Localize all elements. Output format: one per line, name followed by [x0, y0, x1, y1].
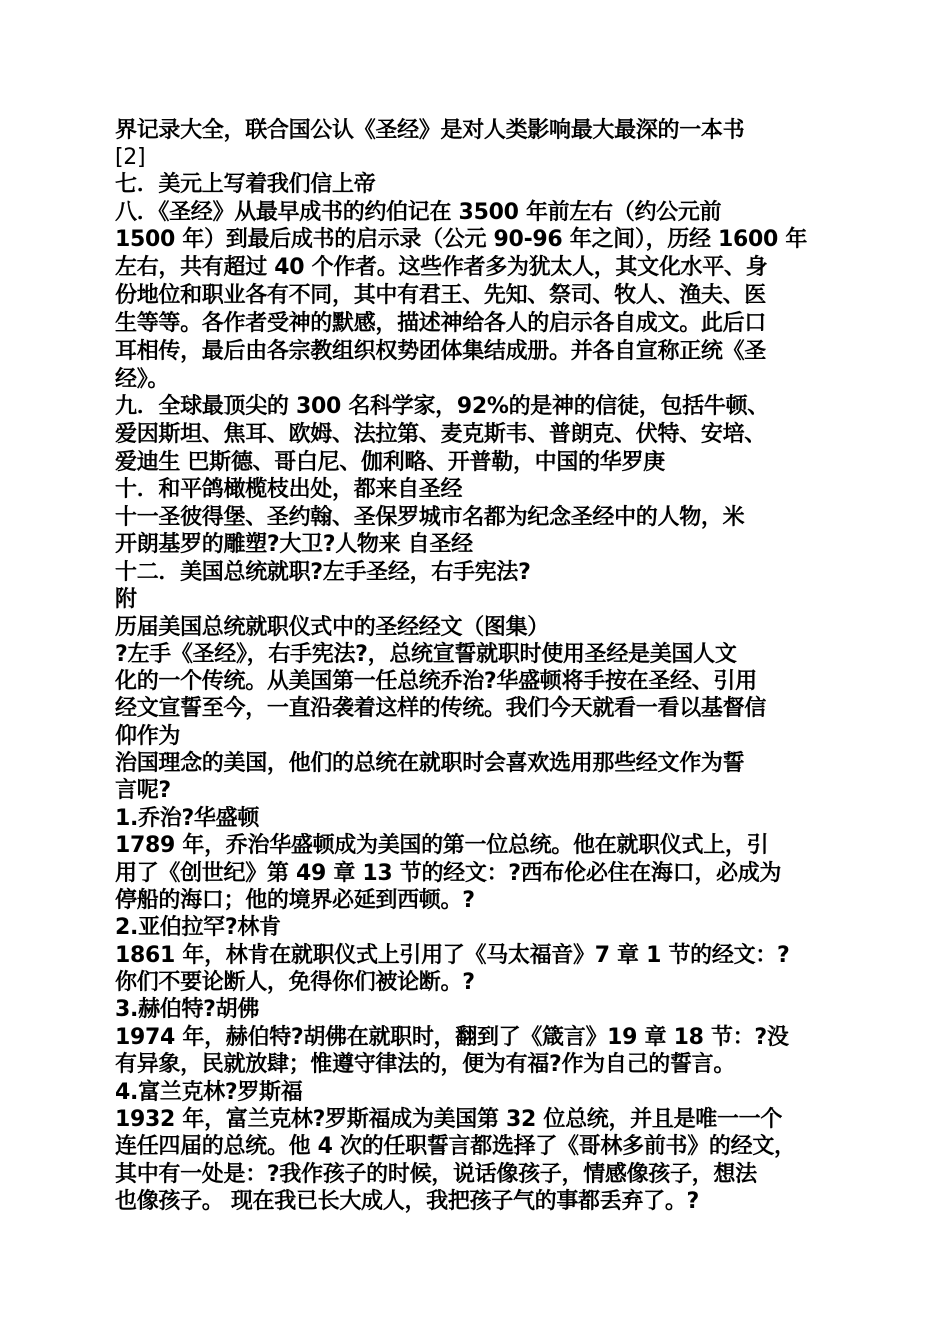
citation-ref: [2]	[115, 145, 146, 170]
president-heading: 1.乔治?华盛顿	[115, 806, 260, 831]
text-line: 生等等。各作者受神的默感，描述神给各人的启示各自成文。此后口	[115, 311, 767, 336]
text-line: 界记录大全，联合国公认《圣经》是对人类影响最大最深的一本书	[115, 118, 745, 143]
text-line: 九．全球最顶尖的 300 名科学家，92%的是神的信徒，包括牛顿、	[115, 394, 770, 419]
text-line: ?左手《圣经》，右手宪法?，总统宣誓就职时使用圣经是美国人文	[115, 642, 737, 667]
president-heading: 4.富兰克林?罗斯福	[115, 1080, 303, 1105]
text-line: 1500 年）到最后成书的启示录（公元 90-96 年之间），历经 1600 年	[115, 227, 808, 252]
text-line: 1861 年，林肯在就职仪式上引用了《马太福音》7 章 1 节的经文：?	[115, 943, 790, 968]
text-line: 有异象，民就放肆；惟遵守律法的，便为有福?作为自己的誓言。	[115, 1052, 736, 1077]
text-line: 1974 年，赫伯特?胡佛在就职时，翻到了《箴言》19 章 18 节：?没	[115, 1025, 789, 1050]
text-line: 十．和平鸽橄榄枝出处，都来自圣经	[115, 477, 463, 502]
text-line: 爱因斯坦、焦耳、欧姆、法拉第、麦克斯韦、普朗克、伏特、安培、	[115, 422, 767, 447]
text-line: 言呢?	[115, 778, 171, 803]
text-line: 化的一个传统。从美国第一任总统乔治?华盛顿将手按在圣经、引用	[115, 669, 757, 694]
president-heading: 2.亚伯拉罕?林肯	[115, 915, 281, 940]
text-line: 附	[115, 587, 137, 612]
text-line: 治国理念的美国，他们的总统在就职时会喜欢选用那些经文作为誓	[115, 751, 745, 776]
text-line: 耳相传，最后由各宗教组织权势团体集结成册。并各自宣称正统《圣	[115, 339, 767, 364]
text-line: 经文宣誓至今，一直沿袭着这样的传统。我们今天就看一看以基督信	[115, 696, 767, 721]
text-line: 十一圣彼得堡、圣约翰、圣保罗城市名都为纪念圣经中的人物，米	[115, 505, 745, 530]
text-line: 连任四届的总统。他 4 次的任职誓言都选择了《哥林多前书》的经文，	[115, 1134, 796, 1159]
text-line: 七．美元上写着我们信上帝	[115, 172, 376, 197]
text-line: 十二．美国总统就职?左手圣经，右手宪法?	[115, 560, 531, 585]
text-line: 你们不要论断人，免得你们被论断。?	[115, 970, 475, 995]
text-line: 开朗基罗的雕塑?大卫?人物来 自圣经	[115, 532, 473, 557]
text-line: 停船的海口；他的境界必延到西顿。?	[115, 888, 475, 913]
text-line: 1932 年，富兰克林?罗斯福成为美国第 32 位总统，并且是唯一一个	[115, 1107, 783, 1132]
text-line: 也像孩子。 现在我已长大成人，我把孩子气的事都丢弃了。?	[115, 1189, 700, 1214]
text-line: 用了《创世纪》第 49 章 13 节的经文：?西布伦必住在海口，必成为	[115, 861, 782, 886]
text-line: 1789 年，乔治华盛顿成为美国的第一位总统。他在就职仪式上，引	[115, 833, 769, 858]
section-heading: 历届美国总统就职仪式中的圣经经文（图集）	[115, 615, 550, 640]
text-line: 份地位和职业各有不同，其中有君王、先知、祭司、牧人、渔夫、医	[115, 283, 767, 308]
text-line: 经》。	[115, 367, 170, 392]
text-line: 八．《圣经》从最早成书的约伯记在 3500 年前左右（约公元前	[115, 200, 722, 225]
text-line: 仰作为	[115, 724, 181, 749]
president-heading: 3.赫伯特?胡佛	[115, 997, 260, 1022]
text-line: 其中有一处是：?我作孩子的时候，说话像孩子，情感像孩子，想法	[115, 1162, 757, 1187]
text-line: 左右，共有超过 40 个作者。这些作者多为犹太人，其文化水平、身	[115, 255, 768, 280]
text-line: 爱迪生 巴斯德、哥白尼、伽利略、开普勒，中国的华罗庚	[115, 450, 665, 475]
